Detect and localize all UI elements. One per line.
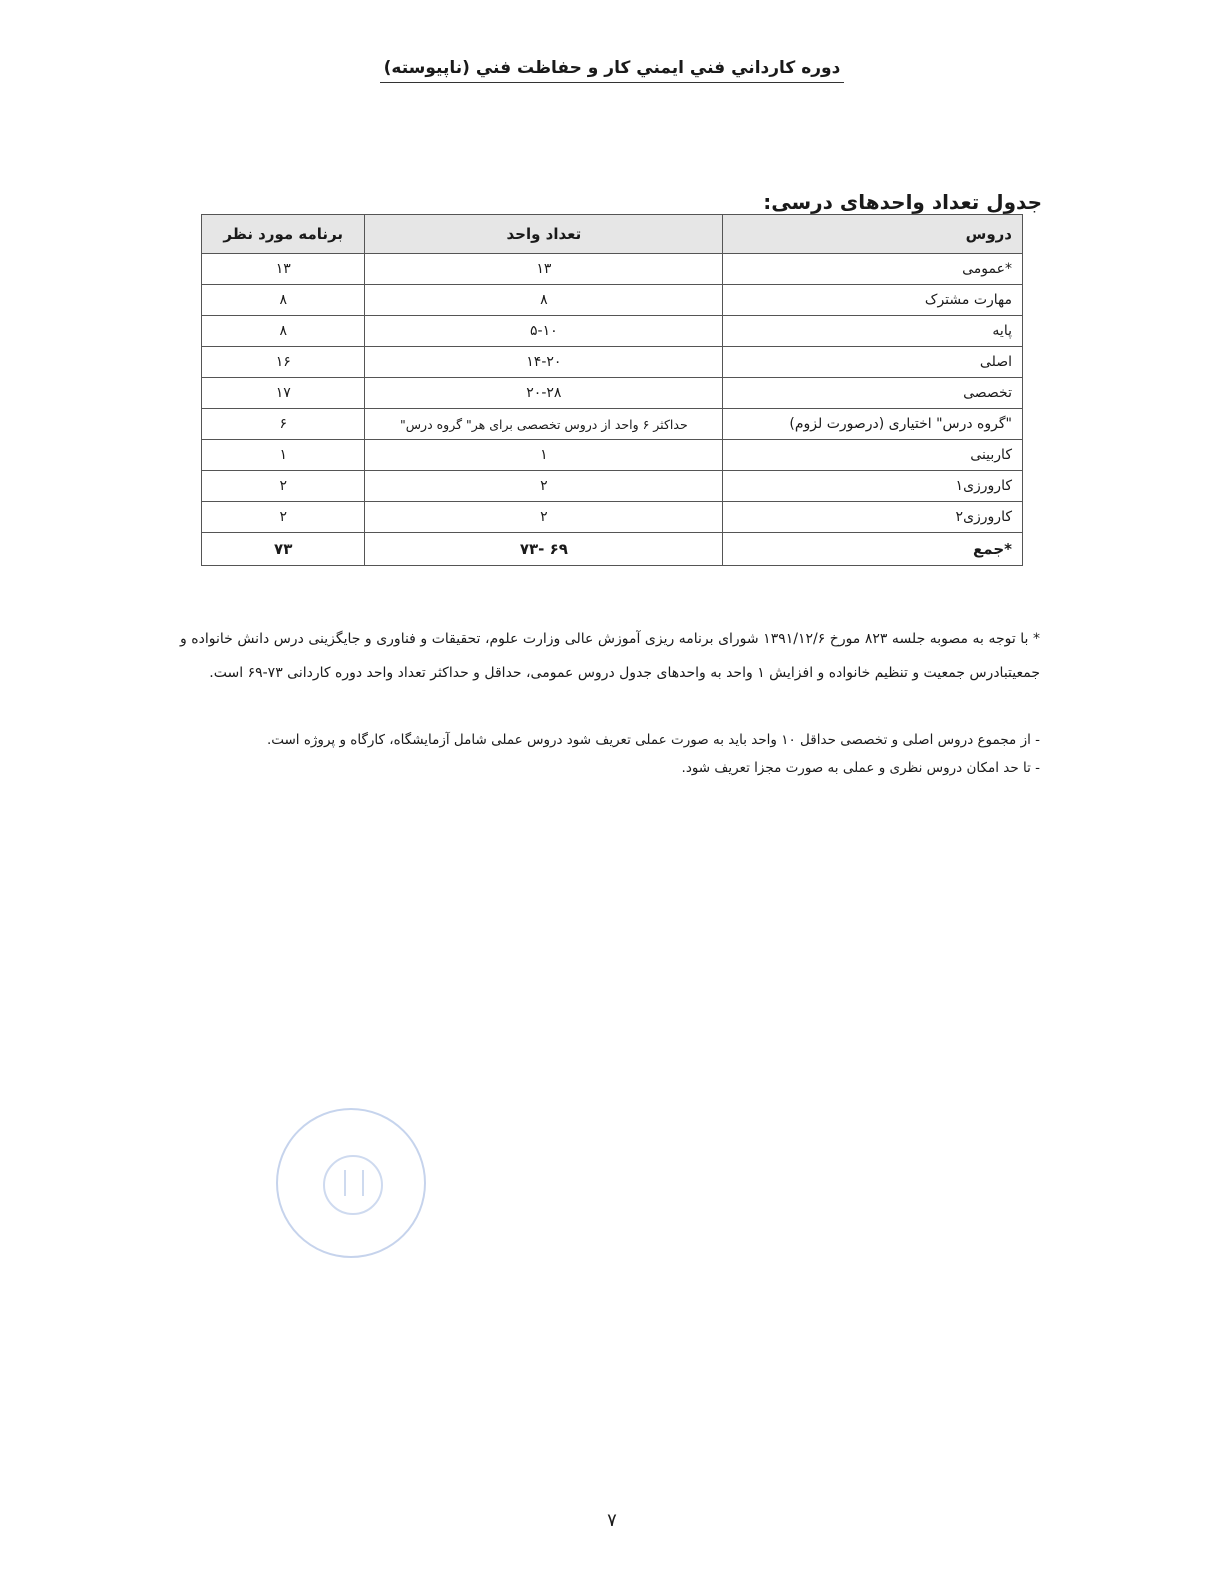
cell-planned: ۱ xyxy=(202,440,365,471)
ministry-seal-stamp xyxy=(276,1108,426,1258)
page-number: ۷ xyxy=(607,1510,617,1531)
cell-units: ۱۳ xyxy=(365,254,723,285)
cell-course: مهارت مشترک xyxy=(723,285,1023,316)
footnote-text: * با توجه به مصوبه جلسه ۸۲۳ مورخ ۱۳۹۱/۱۲/۶ شورای برنامه ریزی آموزش عالی وزارت علوم، تحقیقات و فناوری و جایگزینی درس دانش خانواده و جمعیتبادرس جمعیت و تنظیم خانواده و افزایش ۱ واحد به واحدهای جدول دروس عمومی، حداقل و حداکثر تعداد واحد دوره کاردانی ۷۳-۶۹ است. xyxy=(180,631,1040,681)
cell-planned: ۱۷ xyxy=(202,378,365,409)
table-row xyxy=(202,440,1023,471)
cell-course: *عمومی xyxy=(723,254,1023,285)
table-header-row xyxy=(202,215,1023,254)
cell-units: ۲ xyxy=(365,502,723,533)
table-title: جدول تعداد واحدهای درسی: xyxy=(763,190,1042,214)
notes-list xyxy=(180,726,1040,782)
cell-course: کارورزی۱ xyxy=(723,471,1023,502)
cell-total-planned: ۷۳ xyxy=(202,533,365,566)
cell-units: حداکثر ۶ واحد از دروس تخصصی برای هر" گروه درس" xyxy=(365,409,723,440)
cell-units: ۲۰-۲۸ xyxy=(365,378,723,409)
cell-course: تخصصی xyxy=(723,378,1023,409)
note-item: - از مجموع دروس اصلی و تخصصی حداقل ۱۰ واحد باید به صورت عملی تعریف شود دروس عملی شامل آزمایشگاه، کارگاه و پروژه است. xyxy=(266,732,1040,748)
document-title: دوره کارداني فني ايمني کار و حفاظت فني (ناپيوسته) xyxy=(380,58,845,83)
table-row xyxy=(202,502,1023,533)
table-row xyxy=(202,316,1023,347)
cell-total-label: *جمع xyxy=(723,533,1023,566)
emblem-icon xyxy=(344,1170,364,1196)
course-units-table xyxy=(201,214,1023,566)
cell-units: ۸ xyxy=(365,285,723,316)
cell-planned: ۸ xyxy=(202,316,365,347)
cell-course: اصلی xyxy=(723,347,1023,378)
table-row xyxy=(202,409,1023,440)
header-planned: برنامه مورد نظر xyxy=(202,215,365,254)
note-item: - تا حد امکان دروس نظری و عملی به صورت مجزا تعریف شود. xyxy=(681,760,1040,776)
header-unit-count: تعداد واحد xyxy=(365,215,723,254)
cell-course: کارورزی۲ xyxy=(723,502,1023,533)
cell-planned: ۱۳ xyxy=(202,254,365,285)
cell-planned: ۶ xyxy=(202,409,365,440)
cell-course: "گروه درس" اختیاری (درصورت لزوم) xyxy=(723,409,1023,440)
cell-units: ۵-۱۰ xyxy=(365,316,723,347)
table-total-row xyxy=(202,533,1023,566)
page-header xyxy=(0,58,1224,83)
table-row xyxy=(202,471,1023,502)
cell-planned: ۲ xyxy=(202,471,365,502)
table-row xyxy=(202,347,1023,378)
cell-course: کاربینی xyxy=(723,440,1023,471)
cell-units: ۱ xyxy=(365,440,723,471)
table-row xyxy=(202,254,1023,285)
table-row xyxy=(202,285,1023,316)
cell-total-units: ۶۹ -۷۳ xyxy=(365,533,723,566)
table-row xyxy=(202,378,1023,409)
cell-planned: ۸ xyxy=(202,285,365,316)
footnote xyxy=(180,622,1040,690)
cell-course: پایه xyxy=(723,316,1023,347)
cell-units: ۱۴-۲۰ xyxy=(365,347,723,378)
cell-units: ۲ xyxy=(365,471,723,502)
cell-planned: ۲ xyxy=(202,502,365,533)
cell-planned: ۱۶ xyxy=(202,347,365,378)
header-courses: دروس xyxy=(723,215,1023,254)
